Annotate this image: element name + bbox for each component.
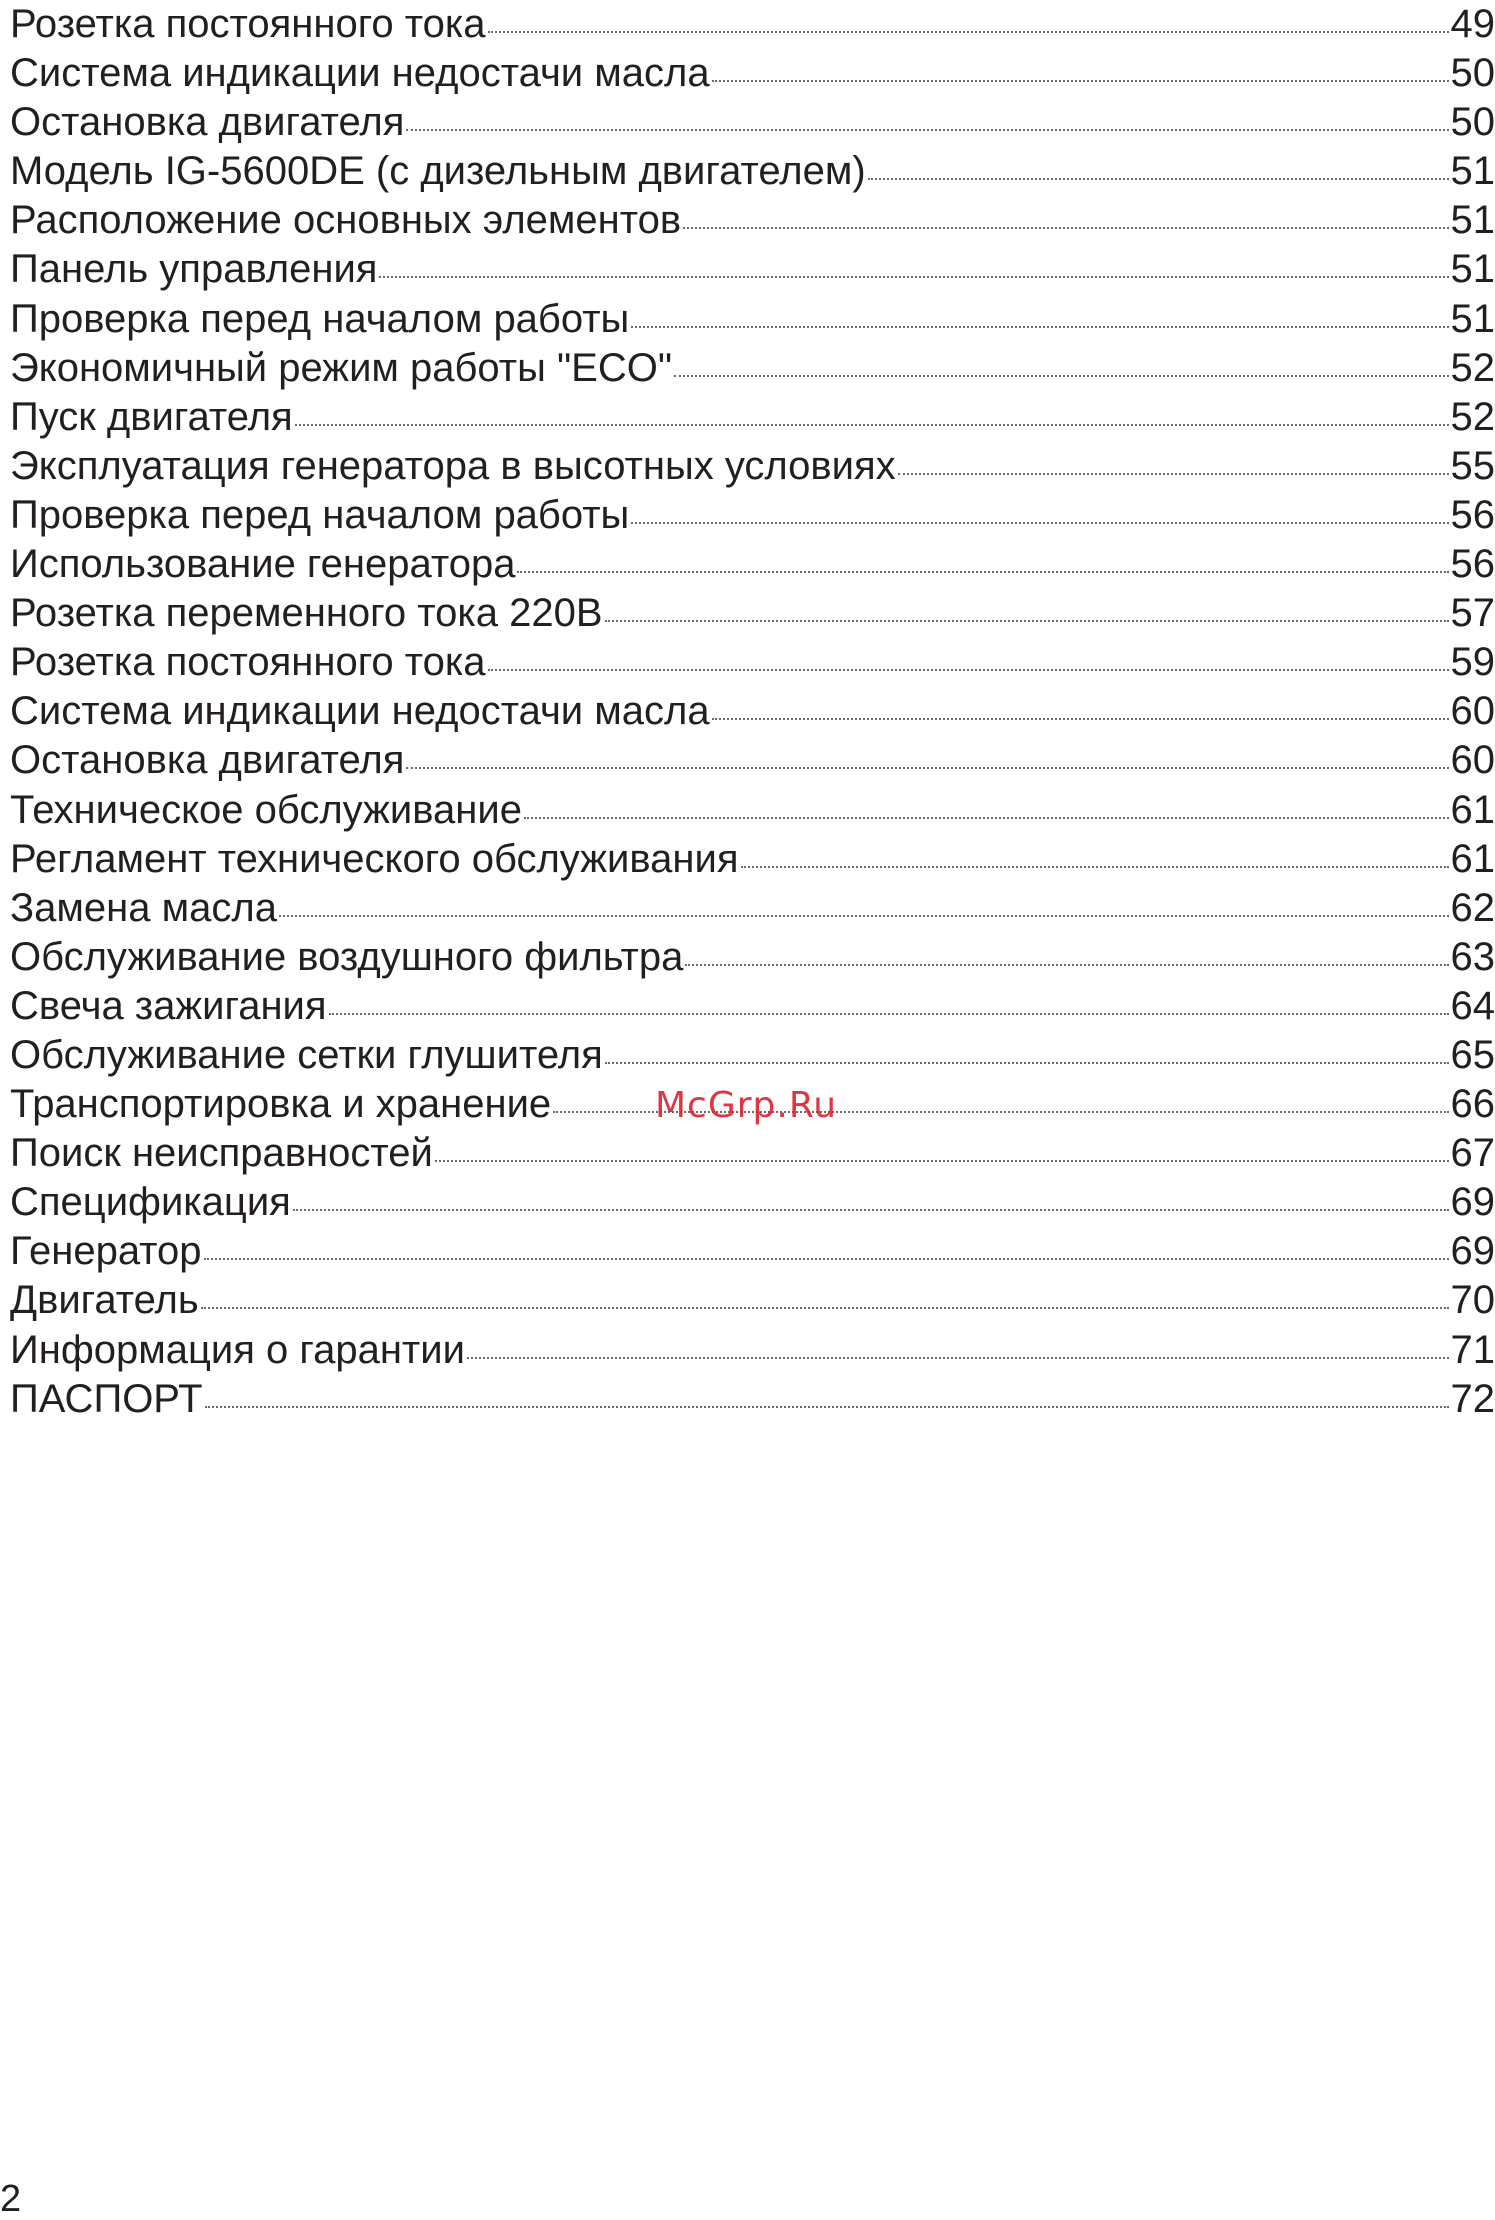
toc-entry <box>10 736 1495 785</box>
dot-leader <box>683 227 1448 229</box>
toc-entry-page: 71 <box>1450 1327 1495 1372</box>
toc-entry-title: Генератор <box>10 1229 202 1274</box>
watermark: McGrp.Ru <box>655 1085 838 1126</box>
dot-leader <box>201 1307 1449 1309</box>
toc-entry <box>10 1375 1495 1424</box>
toc-entry-page: 72 <box>1450 1376 1495 1421</box>
toc-entry <box>10 1178 1495 1227</box>
toc-entry-page: 69 <box>1450 1180 1495 1225</box>
toc-entry <box>10 933 1495 982</box>
toc-entry-title: Модель IG-5600DE (с дизельным двигателем) <box>10 149 866 194</box>
toc-entry-page: 69 <box>1450 1229 1495 1274</box>
toc-entry <box>10 491 1495 540</box>
toc-entry <box>10 982 1495 1031</box>
toc-entry-title: Расположение основных элементов <box>10 198 682 243</box>
toc-entry-page: 50 <box>1450 100 1495 145</box>
toc-entry-page: 62 <box>1450 885 1495 930</box>
toc-entry-page: 57 <box>1450 591 1495 636</box>
toc-entry-title: Эксплуатация генератора в высотных условиях <box>10 443 896 488</box>
toc-entry-title: Обслуживание сетки глушителя <box>10 1032 603 1077</box>
toc-entry-title: Техническое обслуживание <box>10 787 522 832</box>
toc-entry-title: Спецификация <box>10 1180 291 1225</box>
dot-leader <box>293 1209 1449 1211</box>
toc-entry-title: Розетка постоянного тока <box>10 2 486 46</box>
toc-entry-page: 70 <box>1450 1278 1495 1323</box>
toc-entry-title: Двигатель <box>10 1278 199 1323</box>
dot-leader <box>712 718 1449 720</box>
toc-entry <box>10 786 1495 835</box>
dot-leader <box>674 375 1448 377</box>
toc-entry-page: 51 <box>1450 149 1495 194</box>
toc-entry-page: 51 <box>1450 296 1495 341</box>
toc-entry <box>10 589 1495 638</box>
toc-entry-title: ПАСПОРТ <box>10 1376 203 1421</box>
toc-entry <box>10 884 1495 933</box>
dot-leader <box>553 1111 1448 1113</box>
dot-leader <box>741 866 1449 868</box>
toc-entry-title: Система индикации недостачи масла <box>10 51 710 96</box>
toc-entry <box>10 0 1495 49</box>
dot-leader <box>205 1406 1449 1408</box>
toc-entry-page: 51 <box>1450 247 1495 292</box>
dot-leader <box>868 178 1449 180</box>
toc-entry-page: 61 <box>1450 787 1495 832</box>
toc-entry-page: 61 <box>1450 836 1495 881</box>
toc-entry <box>10 1080 1495 1129</box>
toc-entry-title: Обслуживание воздушного фильтра <box>10 934 684 979</box>
toc-entry-title: Остановка двигателя <box>10 100 405 145</box>
toc-entry-title: Пуск двигателя <box>10 394 293 439</box>
dot-leader <box>685 964 1448 966</box>
toc-entry-page: 52 <box>1450 394 1495 439</box>
toc-entry-page: 64 <box>1450 983 1495 1028</box>
toc-entry <box>10 98 1495 147</box>
dot-leader <box>488 669 1449 671</box>
toc-entry-page: 52 <box>1450 345 1495 390</box>
toc-entry <box>10 1129 1495 1178</box>
toc-entry-page: 59 <box>1450 640 1495 685</box>
toc-entry-page: 56 <box>1450 542 1495 587</box>
toc-entry-page: 51 <box>1450 198 1495 243</box>
dot-leader <box>379 276 1448 278</box>
toc-entry <box>10 540 1495 589</box>
dot-leader <box>406 129 1448 131</box>
toc-entry-title: Информация о гарантии <box>10 1327 465 1372</box>
toc-entry-page: 60 <box>1450 689 1495 734</box>
dot-leader <box>435 1160 1449 1162</box>
toc-entry <box>10 196 1495 245</box>
dot-leader <box>406 767 1448 769</box>
dot-leader <box>517 571 1448 573</box>
toc-entry-title: Розетка постоянного тока <box>10 640 486 685</box>
toc-entry <box>10 442 1495 491</box>
toc-entry <box>10 49 1495 98</box>
toc-entry-title: Использование генератора <box>10 542 516 587</box>
dot-leader <box>467 1357 1449 1359</box>
toc-entry-title: Регламент технического обслуживания <box>10 836 739 881</box>
toc-entry-title: Экономичный режим работы "ECO" <box>10 345 673 390</box>
toc-entry-page: 55 <box>1450 443 1495 488</box>
dot-leader <box>295 424 1449 426</box>
toc-entry <box>10 835 1495 884</box>
toc-entry-title: Проверка перед началом работы <box>10 492 630 537</box>
dot-leader <box>631 326 1448 328</box>
toc-entry <box>10 295 1495 344</box>
toc-entry-title: Замена масла <box>10 885 277 930</box>
toc-entry-title: Транспортировка и хранение <box>10 1082 552 1127</box>
toc-entry-page: 49 <box>1450 2 1495 46</box>
toc-entry-page: 67 <box>1450 1131 1495 1176</box>
toc-entry-title: Остановка двигателя <box>10 738 405 783</box>
toc-entry <box>10 393 1495 442</box>
toc-entry-page: 66 <box>1450 1082 1495 1127</box>
toc-entry-page: 50 <box>1450 51 1495 96</box>
toc-entry <box>10 1031 1495 1080</box>
dot-leader <box>279 915 1449 917</box>
dot-leader <box>631 522 1448 524</box>
toc-entry <box>10 1227 1495 1276</box>
toc-entry-title: Панель управления <box>10 247 378 292</box>
toc-entry <box>10 1276 1495 1325</box>
toc-entry <box>10 1326 1495 1375</box>
dot-leader <box>329 1013 1449 1015</box>
toc-entry <box>10 638 1495 687</box>
toc-entry-title: Система индикации недостачи масла <box>10 689 710 734</box>
dot-leader <box>712 80 1449 82</box>
toc-entry-title: Розетка переменного тока 220В <box>10 591 603 636</box>
toc-entry-page: 63 <box>1450 934 1495 979</box>
dot-leader <box>898 473 1449 475</box>
toc-entry-page: 65 <box>1450 1032 1495 1077</box>
dot-leader <box>605 620 1449 622</box>
page-number: 2 <box>0 2178 22 2220</box>
toc-entry-title: Проверка перед началом работы <box>10 296 630 341</box>
dot-leader <box>488 31 1449 33</box>
toc-entry-page: 56 <box>1450 492 1495 537</box>
dot-leader <box>605 1062 1449 1064</box>
toc-entry <box>10 147 1495 196</box>
toc-entry-page: 60 <box>1450 738 1495 783</box>
toc-entry-title: Поиск неисправностей <box>10 1131 433 1176</box>
toc-entry <box>10 687 1495 736</box>
table-of-contents <box>10 0 1495 1424</box>
toc-entry-title: Свеча зажигания <box>10 983 327 1028</box>
toc-entry <box>10 245 1495 294</box>
dot-leader <box>524 817 1449 819</box>
dot-leader <box>204 1258 1449 1260</box>
toc-entry <box>10 344 1495 393</box>
